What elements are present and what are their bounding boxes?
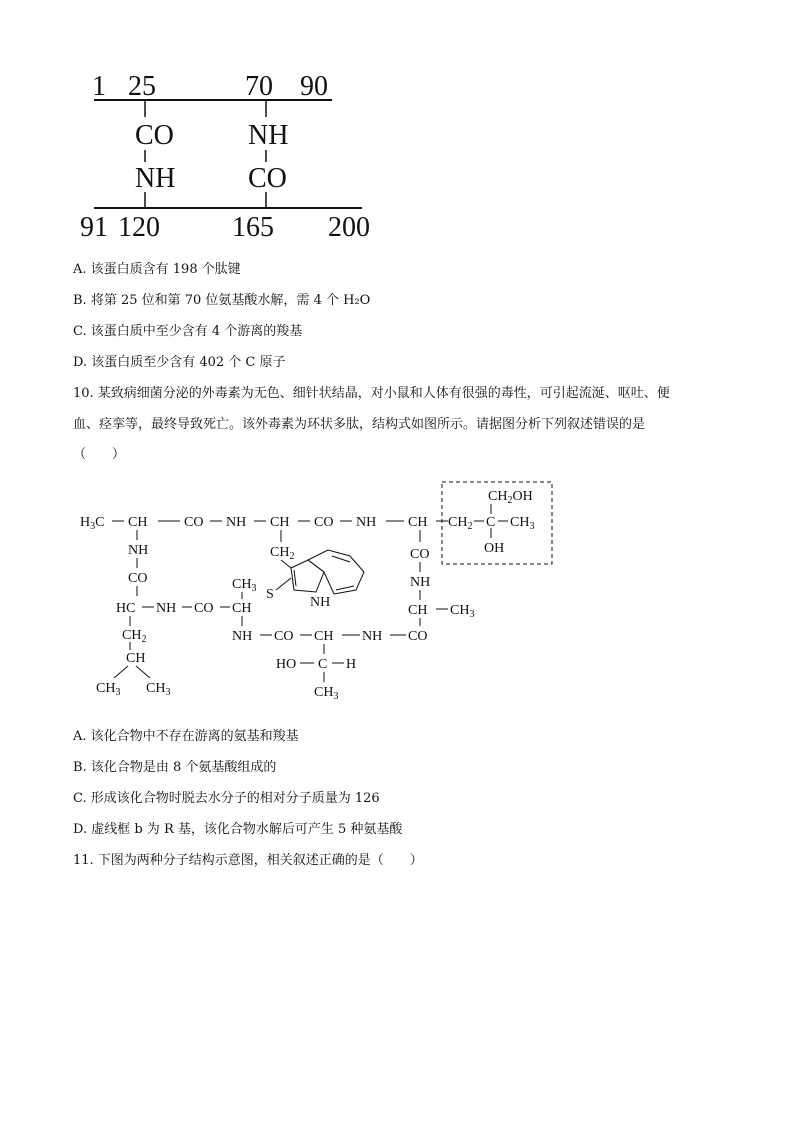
bond-label: CO — [248, 163, 287, 194]
chain-number: 91 — [80, 212, 108, 243]
chain-number: 120 — [118, 212, 160, 243]
mol-atom: OH — [484, 541, 505, 556]
mol-atom: CO — [408, 629, 428, 644]
mol-atom: CO — [194, 601, 214, 616]
q9-option-a: A. 该蛋白质含有 198 个肽键 — [73, 262, 241, 277]
q10-option-c: C. 形成该化合物时脱去水分子的相对分子质量为 126 — [73, 791, 380, 806]
q10-option-a: A. 该化合物中不存在游离的氨基和羧基 — [73, 729, 299, 744]
mol-atom: NH — [410, 575, 431, 590]
mol-atom: HC — [116, 601, 136, 616]
chain-number: 90 — [300, 71, 328, 102]
mol-atom: NH — [128, 543, 149, 558]
mol-atom: CH — [314, 629, 334, 644]
bond-label: CO — [135, 120, 174, 151]
mol-atom: $CH_3$ — [314, 685, 339, 702]
mol-atom: $CH_3$ — [146, 681, 171, 698]
mol-atom: $CH_2$ — [270, 545, 295, 562]
mol-atom: CO — [410, 547, 430, 562]
mol-atom: CO — [128, 571, 148, 586]
mol-atom: $CH_3$ — [96, 681, 121, 698]
mol-atom: NH — [226, 515, 247, 530]
cyclic-peptide-structure — [70, 478, 570, 708]
q10-blank: （ ） — [73, 447, 126, 462]
bond-label: NH — [248, 120, 289, 151]
mol-atom: $CH_2$ — [448, 515, 473, 532]
q10-option-b: B. 该化合物是由 8 个氨基酸组成的 — [73, 760, 277, 775]
mol-atom: CO — [184, 515, 204, 530]
mol-atom: $CH_3$ — [232, 577, 257, 594]
mol-atom: CO — [274, 629, 294, 644]
mol-atom: C — [318, 657, 328, 672]
chain-number: 25 — [128, 71, 156, 102]
q10-option-d: D. 虚线框 b 为 R 基，该化合物水解后可产生 5 种氨基酸 — [73, 822, 403, 837]
mol-atom: C — [486, 515, 496, 530]
mol-atom: CH — [408, 515, 428, 530]
mol-atom: CH — [128, 515, 148, 530]
mol-atom: CH — [126, 651, 146, 666]
mol-atom: CH — [270, 515, 290, 530]
mol-atom: H — [346, 657, 357, 672]
q9-option-d: D. 该蛋白质至少含有 402 个 C 原子 — [73, 355, 286, 370]
mol-atom: NH — [232, 629, 253, 644]
protein-chain-diagram — [80, 62, 400, 247]
mol-atom: CH — [408, 603, 428, 618]
mol-atom: NH — [310, 595, 331, 610]
chain-number: 165 — [232, 212, 274, 243]
mol-atom: $CH_2OH$ — [488, 489, 533, 506]
chain-number: 1 — [92, 71, 106, 102]
mol-atom: NH — [156, 601, 177, 616]
q9-option-b: B. 将第 25 位和第 70 位氨基酸水解，需 4 个 H₂O — [73, 293, 371, 308]
mol-atom: CO — [314, 515, 334, 530]
chain-number: 200 — [328, 212, 370, 243]
mol-atom: $CH_3$ — [450, 603, 475, 620]
mol-atom: NH — [356, 515, 377, 530]
mol-atom: CH — [232, 601, 252, 616]
chain-number: 70 — [245, 71, 273, 102]
q11-stem: 11. 下图为两种分子结构示意图，相关叙述正确的是（ ） — [73, 853, 423, 868]
q9-option-c: C. 该蛋白质中至少含有 4 个游离的羧基 — [73, 324, 303, 339]
mol-atom: $CH_3$ — [510, 515, 535, 532]
mol-atom: HO — [276, 657, 297, 672]
mol-atom: $H_3C$ — [80, 515, 105, 532]
mol-atom: NH — [362, 629, 383, 644]
mol-atom: $CH_2$ — [122, 628, 147, 645]
q10-stem-line2: 血、痉挛等，最终导致死亡。该外毒素为环状多肽，结构式如图所示。请据图分析下列叙述错误的是 — [73, 417, 646, 432]
mol-atom: S — [266, 587, 274, 602]
bond-label: NH — [135, 163, 176, 194]
q10-stem-line1: 10. 某致病细菌分泌的外毒素为无色、细针状结晶，对小鼠和人体有很强的毒性，可引起流涎、呕吐、便 — [73, 386, 670, 401]
